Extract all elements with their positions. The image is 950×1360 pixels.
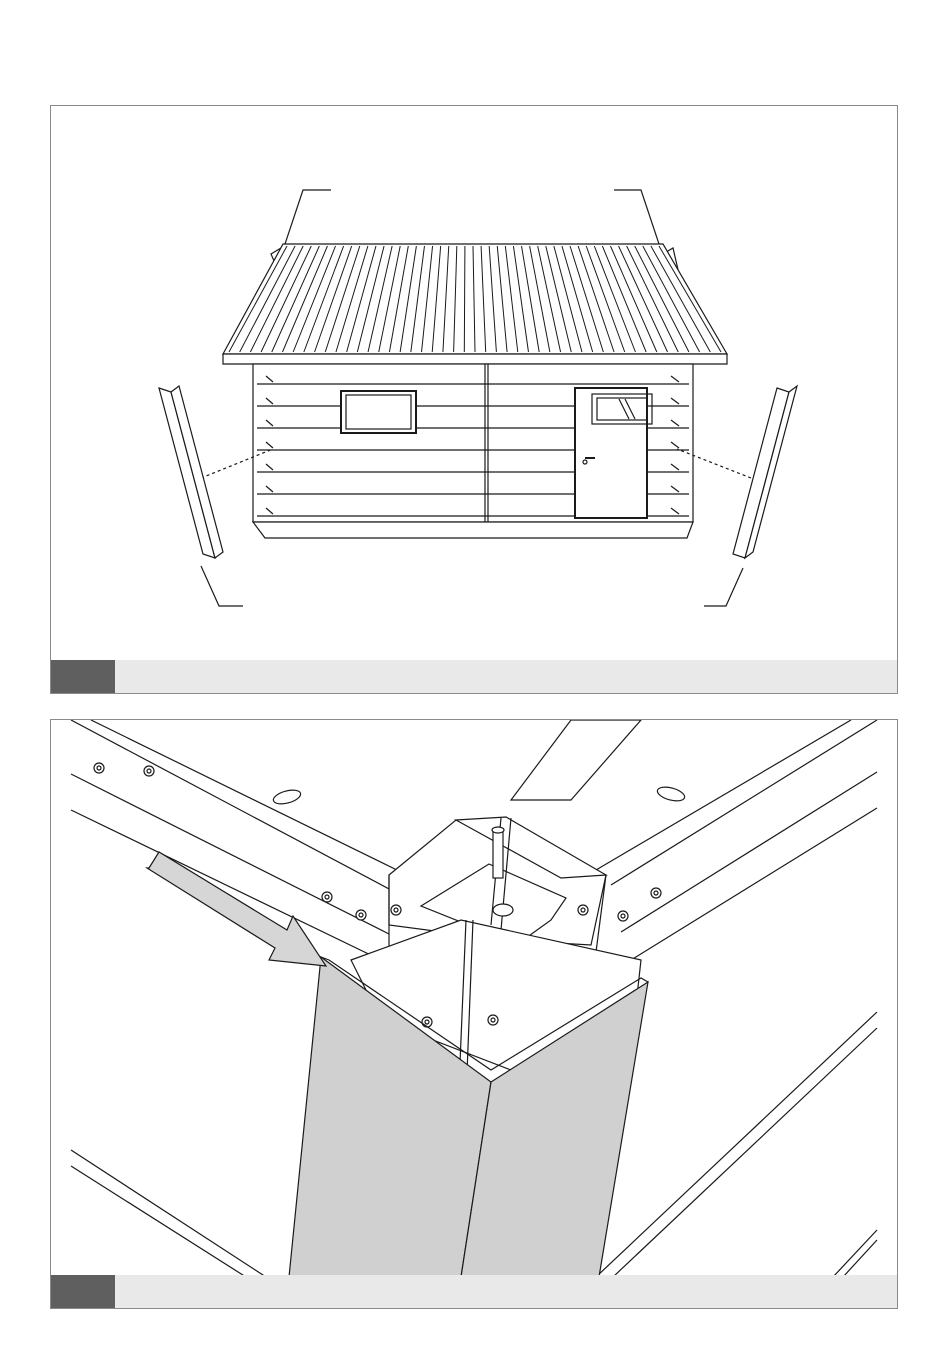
panel-footer-bar [51,660,897,693]
callout-line-bottom-left [201,566,243,606]
window [341,391,416,433]
step-number-box [51,1275,115,1308]
shed-body [253,364,693,538]
instruction-panel-overview [50,105,898,694]
instruction-panel-detail [50,719,898,1309]
arrow-icon [147,852,326,966]
post-pin [493,830,503,878]
callout-line-bottom-right [704,568,743,606]
wall-lower-right [596,1012,877,1277]
corner-profile-front-left [159,386,223,558]
wall-lower-left [71,1150,266,1277]
door [575,388,652,518]
roof [223,244,727,364]
top-rail-right [596,720,877,960]
corner-detail-illustration [51,720,898,1277]
panel-footer-bar [51,1275,897,1308]
foundation [253,522,693,538]
shed-overview-illustration [51,106,898,662]
step-number-box [51,660,115,693]
corner-profile-front-right [733,386,797,558]
